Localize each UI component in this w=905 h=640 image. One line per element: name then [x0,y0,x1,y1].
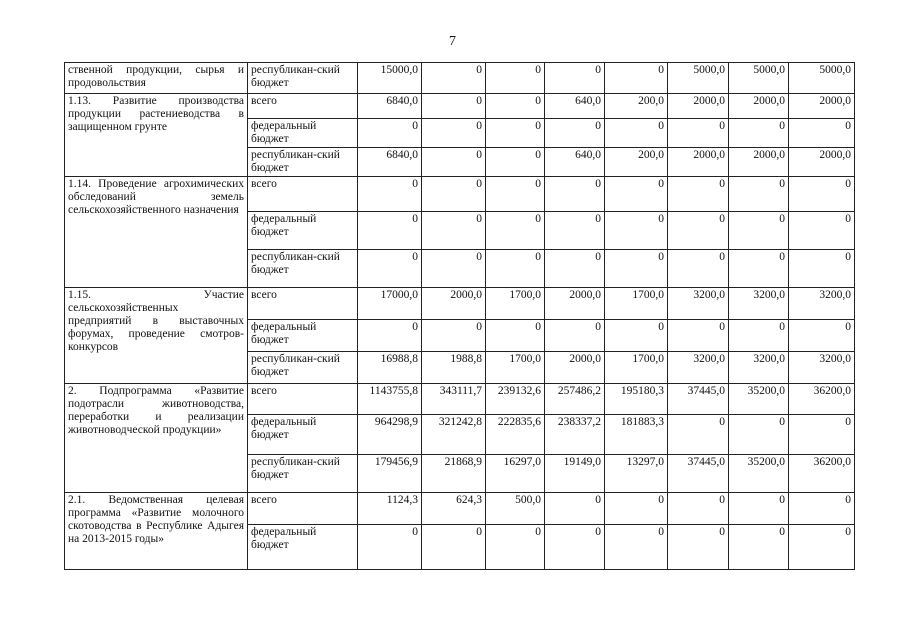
amount-cell: 2000,0 [545,288,605,320]
amount-cell: 0 [545,320,605,352]
amount-cell: 0 [545,212,605,250]
amount-cell: 1988,8 [422,352,486,384]
amount-cell: 17000,0 [358,288,422,320]
amount-cell: 36200,0 [789,384,855,415]
amount-cell: 222835,6 [486,415,545,455]
amount-cell: 0 [486,250,545,288]
amount-cell: 0 [422,148,486,177]
amount-cell: 21868,9 [422,455,486,493]
amount-cell: 5000,0 [668,63,729,94]
amount-cell: 0 [668,212,729,250]
amount-cell: 3200,0 [668,288,729,320]
amount-cell: 0 [422,94,486,119]
amount-cell: 0 [486,63,545,94]
amount-cell: 1124,3 [358,493,422,525]
table-row [65,384,855,415]
funding-source-cell: федеральный бюджет [248,212,358,250]
amount-cell: 0 [545,119,605,148]
amount-cell: 16297,0 [486,455,545,493]
amount-cell: 1700,0 [605,288,668,320]
amount-cell: 0 [486,148,545,177]
funding-source-cell: федеральный бюджет [248,525,358,570]
budget-table [64,62,855,570]
amount-cell: 0 [729,415,789,455]
amount-cell: 0 [668,525,729,570]
table-row [65,63,855,94]
amount-cell: 3200,0 [789,352,855,384]
table-body [65,63,855,570]
amount-cell: 0 [729,212,789,250]
amount-cell: 5000,0 [789,63,855,94]
amount-cell: 2000,0 [422,288,486,320]
amount-cell: 0 [358,212,422,250]
amount-cell: 0 [605,493,668,525]
amount-cell: 2000,0 [729,148,789,177]
amount-cell: 2000,0 [789,148,855,177]
amount-cell: 0 [729,320,789,352]
amount-cell: 964298,9 [358,415,422,455]
amount-cell: 0 [789,250,855,288]
amount-cell: 257486,2 [545,384,605,415]
amount-cell: 0 [486,119,545,148]
amount-cell: 0 [668,493,729,525]
amount-cell: 1700,0 [486,288,545,320]
amount-cell: 2000,0 [668,94,729,119]
funding-source-cell: всего [248,288,358,320]
amount-cell: 0 [668,250,729,288]
amount-cell: 200,0 [605,148,668,177]
amount-cell: 36200,0 [789,455,855,493]
funding-source-cell: всего [248,493,358,525]
amount-cell: 0 [545,177,605,212]
amount-cell: 0 [789,415,855,455]
amount-cell: 195180,3 [605,384,668,415]
amount-cell: 0 [486,212,545,250]
amount-cell: 16988,8 [358,352,422,384]
amount-cell: 0 [789,525,855,570]
amount-cell: 37445,0 [668,384,729,415]
amount-cell: 0 [605,212,668,250]
funding-source-cell: всего [248,384,358,415]
amount-cell: 0 [422,212,486,250]
amount-cell: 0 [668,415,729,455]
amount-cell: 0 [668,119,729,148]
amount-cell: 1700,0 [486,352,545,384]
amount-cell: 0 [486,320,545,352]
table-row [65,177,855,212]
amount-cell: 0 [789,493,855,525]
funding-source-cell: всего [248,94,358,119]
amount-cell: 0 [605,250,668,288]
amount-cell: 0 [422,250,486,288]
program-name-cell: ственной продукции, сырья и продовольствия [65,63,248,94]
amount-cell: 37445,0 [668,455,729,493]
table-row [65,288,855,320]
amount-cell: 0 [729,250,789,288]
amount-cell: 0 [729,525,789,570]
amount-cell: 181883,3 [605,415,668,455]
amount-cell: 0 [545,63,605,94]
amount-cell: 2000,0 [729,94,789,119]
amount-cell: 0 [789,119,855,148]
program-name-cell: 2. Подпрограмма «Развитие подотрасли животноводства, переработки и реализации животноводческой продукции» [65,384,248,493]
funding-source-cell: республикан-ский бюджет [248,250,358,288]
table-row [65,493,855,525]
amount-cell: 6840,0 [358,94,422,119]
amount-cell: 321242,8 [422,415,486,455]
amount-cell: 0 [358,177,422,212]
amount-cell: 0 [729,119,789,148]
amount-cell: 13297,0 [605,455,668,493]
amount-cell: 5000,0 [729,63,789,94]
amount-cell: 0 [545,493,605,525]
amount-cell: 0 [422,320,486,352]
amount-cell: 0 [422,525,486,570]
amount-cell: 0 [545,525,605,570]
amount-cell: 0 [789,177,855,212]
amount-cell: 0 [422,177,486,212]
amount-cell: 0 [545,250,605,288]
amount-cell: 2000,0 [789,94,855,119]
amount-cell: 179456,9 [358,455,422,493]
amount-cell: 3200,0 [729,288,789,320]
amount-cell: 3200,0 [729,352,789,384]
amount-cell: 0 [789,212,855,250]
amount-cell: 0 [668,177,729,212]
program-name-cell: 1.15. Участие сельскохозяйственных предприятий в выставочных форумах, проведение смотров-конкурсов [65,288,248,384]
program-name-cell: 1.14. Проведение агрохимических обследований земель сельскохозяйственного назначения [65,177,248,288]
amount-cell: 35200,0 [729,455,789,493]
amount-cell: 238337,2 [545,415,605,455]
amount-cell: 239132,6 [486,384,545,415]
table-row [65,94,855,119]
amount-cell: 0 [605,320,668,352]
amount-cell: 0 [422,63,486,94]
amount-cell: 640,0 [545,148,605,177]
funding-source-cell: всего [248,177,358,212]
amount-cell: 0 [605,177,668,212]
funding-source-cell: федеральный бюджет [248,119,358,148]
amount-cell: 200,0 [605,94,668,119]
amount-cell: 0 [605,525,668,570]
funding-source-cell: федеральный бюджет [248,415,358,455]
amount-cell: 0 [729,493,789,525]
amount-cell: 0 [668,320,729,352]
amount-cell: 2000,0 [545,352,605,384]
amount-cell: 3200,0 [789,288,855,320]
amount-cell: 0 [358,250,422,288]
funding-source-cell: республикан-ский бюджет [248,455,358,493]
amount-cell: 0 [486,94,545,119]
amount-cell: 0 [358,119,422,148]
amount-cell: 1700,0 [605,352,668,384]
amount-cell: 0 [486,525,545,570]
amount-cell: 15000,0 [358,63,422,94]
amount-cell: 343111,7 [422,384,486,415]
funding-source-cell: республикан-ский бюджет [248,63,358,94]
funding-source-cell: федеральный бюджет [248,320,358,352]
amount-cell: 0 [605,63,668,94]
amount-cell: 1143755,8 [358,384,422,415]
amount-cell: 6840,0 [358,148,422,177]
funding-source-cell: республикан-ский бюджет [248,148,358,177]
program-name-cell: 1.13. Развитие производства продукции растениеводства в защищенном грунте [65,94,248,177]
page-number: 7 [449,34,456,49]
amount-cell: 0 [358,320,422,352]
amount-cell: 640,0 [545,94,605,119]
amount-cell: 0 [729,177,789,212]
amount-cell: 19149,0 [545,455,605,493]
amount-cell: 35200,0 [729,384,789,415]
amount-cell: 0 [789,320,855,352]
funding-source-cell: республикан-ский бюджет [248,352,358,384]
amount-cell: 0 [358,525,422,570]
amount-cell: 2000,0 [668,148,729,177]
amount-cell: 0 [486,177,545,212]
amount-cell: 624,3 [422,493,486,525]
amount-cell: 3200,0 [668,352,729,384]
program-name-cell: 2.1. Ведомственная целевая программа «Развитие молочного скотоводства в Республике Адыгея на 2013-2015 годы» [65,493,248,570]
amount-cell: 0 [605,119,668,148]
amount-cell: 0 [422,119,486,148]
amount-cell: 500,0 [486,493,545,525]
